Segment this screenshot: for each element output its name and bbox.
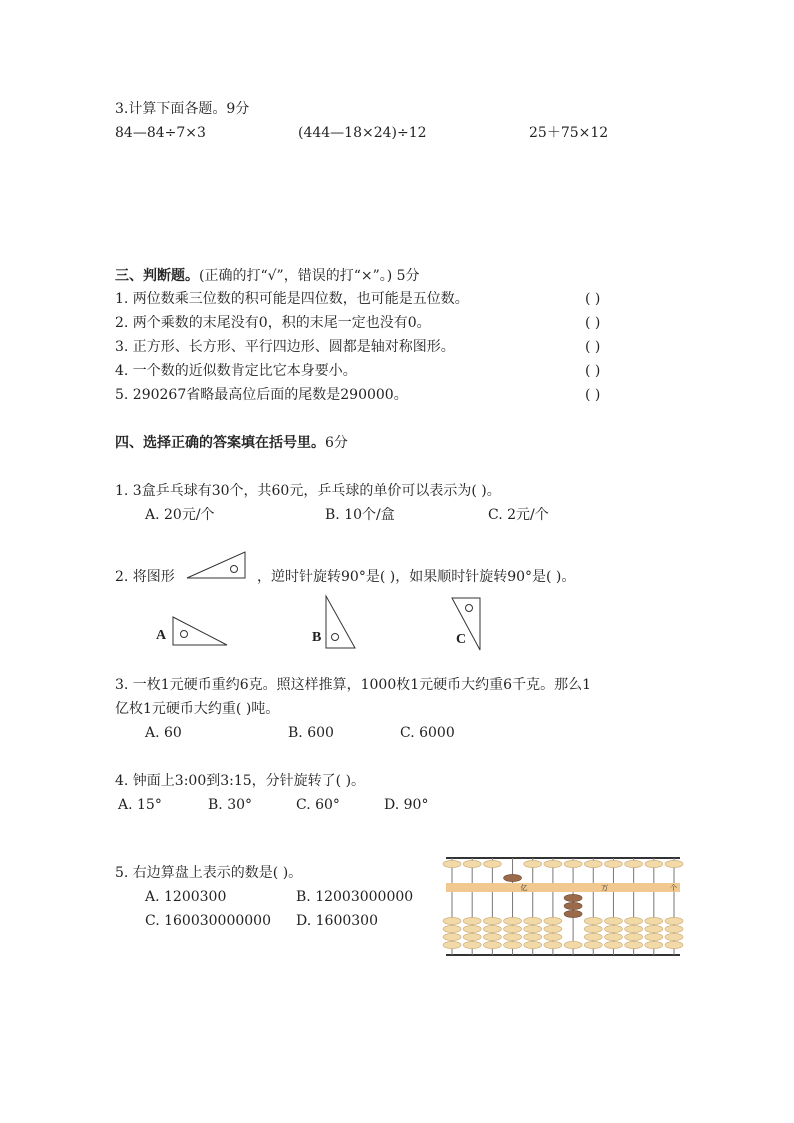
judge-item-4: 4. 一个数的近似数肯定比它本身要小。 <box>115 363 357 379</box>
q4-option-c[interactable]: C. 60° <box>296 797 340 813</box>
q2-label-c: C <box>456 632 467 647</box>
q5-option-b[interactable]: B. 12003000000 <box>296 889 414 905</box>
q3-line-1: 3. 一枚1元硬币重约6克。照这样推算，1000枚1元硬币大约重6千克。那么1 <box>115 677 591 693</box>
q5-option-a[interactable]: A. 1200300 <box>145 889 227 905</box>
judge-item-1: 1. 两位数乘三位数的积可能是四位数，也可能是五位数。 <box>115 291 469 307</box>
judge-item-5: 5. 290267省略最高位后面的尾数是290000。 <box>115 387 408 403</box>
expr-3: 25＋75×12 <box>529 125 609 141</box>
q2-label-a: A <box>156 628 167 643</box>
judge-answer-1[interactable]: ( ) <box>585 291 601 307</box>
judge-answer-3[interactable]: ( ) <box>585 339 601 355</box>
q1-option-a[interactable]: A. 20元/个 <box>145 507 215 523</box>
q2-suffix: ，逆时针旋转90°是( )，如果顺时针旋转90°是( )。 <box>257 569 576 585</box>
q2-label-b: B <box>312 630 322 645</box>
q2-source-triangle <box>185 550 249 580</box>
judge-title-rest: (正确的打“√”，错误的打“×”。) 5分 <box>199 268 420 284</box>
choice-title <box>115 434 348 452</box>
choice-title-bold: 四、选择正确的答案填在括号里。 <box>115 435 325 451</box>
abacus-label-2: 个 <box>670 884 677 892</box>
q2-triangle-b[interactable] <box>322 594 358 650</box>
q3-option-b[interactable]: B. 600 <box>288 725 334 741</box>
q5-option-d[interactable]: D. 1600300 <box>296 913 378 929</box>
abacus-label-1: 万 <box>601 884 609 892</box>
q3-option-c[interactable]: C. 6000 <box>400 725 455 741</box>
q2-triangle-a[interactable] <box>171 615 229 647</box>
judge-title-bold: 三、判断题。 <box>115 268 199 284</box>
q4-option-b[interactable]: B. 30° <box>208 797 253 813</box>
q3-option-a[interactable]: A. 60 <box>145 725 182 741</box>
judge-answer-2[interactable]: ( ) <box>585 315 601 331</box>
q3-line-2: 亿枚1元硬币大约重( )吨。 <box>115 701 280 717</box>
expr-1: 84—84÷7×3 <box>115 125 206 141</box>
abacus-image <box>440 855 685 958</box>
q4-option-a[interactable]: A. 15° <box>118 797 162 813</box>
q1-option-c[interactable]: C. 2元/个 <box>488 507 549 523</box>
judge-answer-4[interactable]: ( ) <box>585 363 601 379</box>
section3-heading: 3.计算下面各题。9分 <box>115 101 250 117</box>
q1-option-b[interactable]: B. 10个/盒 <box>325 507 395 523</box>
judge-title <box>115 267 420 285</box>
q2-prefix: 2. 将图形 <box>115 569 175 585</box>
q1-stem: 1. 3盒乒乓球有30个，共60元，乒乓球的单价可以表示为( )。 <box>115 483 501 499</box>
judge-item-3: 3. 正方形、长方形、平行四边形、圆都是轴对称图形。 <box>115 339 455 355</box>
q4-stem: 4. 钟面上3:00到3:15，分针旋转了( )。 <box>115 773 366 789</box>
q4-option-d[interactable]: D. 90° <box>384 797 429 813</box>
q5-stem: 5. 右边算盘上表示的数是( )。 <box>115 865 303 881</box>
judge-item-2: 2. 两个乘数的末尾没有0，积的末尾一定也没有0。 <box>115 315 431 331</box>
judge-answer-5[interactable]: ( ) <box>585 387 601 403</box>
abacus-label-0: 亿 <box>520 884 528 892</box>
q2-triangle-c[interactable] <box>450 596 484 652</box>
q5-option-c[interactable]: C. 160030000000 <box>145 913 271 929</box>
expr-2: (444—18×24)÷12 <box>298 125 427 141</box>
choice-title-rest: 6分 <box>325 435 348 451</box>
